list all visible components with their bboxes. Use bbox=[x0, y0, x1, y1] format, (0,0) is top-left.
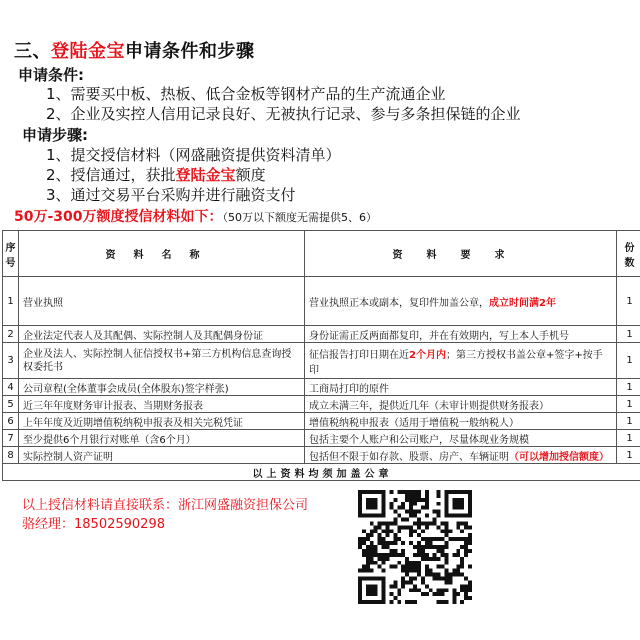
table-row: 4 公司章程(全体董事会成员(全体股东)签字样张) 工商局打印的原件 1 bbox=[3, 379, 640, 396]
header-name: 资料名称 bbox=[19, 231, 305, 277]
table-row: 8 实际控制人资产证明 包括但不限于如存款、股票、房产、车辆证明（可以增加授信额度） 1 bbox=[3, 447, 640, 464]
condition-item-2: 2、企业及实控人信用记录良好、无被执行记录、参与多条担保链的企业 bbox=[46, 105, 521, 123]
table-row: 3 企业及法人、实际控制人征信授权书+第三方机构信息查询授权委托书 征信报告打印日期在近2个月内；第三方授权书盖公章+签字+按手印 1 bbox=[3, 343, 640, 379]
table-row: 7 至少提供6个月银行对账单（含6个月） 包括主要个人账户和公司账户，尽量体现业务规模 1 bbox=[3, 430, 640, 447]
table-header-row bbox=[3, 231, 640, 277]
section-prefix: 三、 bbox=[14, 41, 51, 62]
materials-table bbox=[2, 230, 640, 481]
header-no: 序号 bbox=[3, 231, 19, 277]
condition-item-1: 1、需要买中板、热板、低合金板等钢材产品的生产流通企业 bbox=[46, 85, 446, 103]
steps-heading: 申请步骤: bbox=[22, 126, 88, 144]
quota-title: 50万-300万额度授信材料如下： bbox=[14, 209, 223, 225]
contact-block bbox=[22, 496, 308, 534]
conditions-heading: 申请条件: bbox=[18, 66, 84, 84]
step2-text: 2、授信通过，获批 bbox=[46, 166, 176, 184]
step-item-3: 3、通过交易平台采购并进行融资支付 bbox=[46, 186, 296, 204]
table-row: 5 近三年年度财务审计报表、当期财务报表 成立未满三年，提供近几年（未审计则提供财务报表） 1 bbox=[3, 396, 640, 413]
table-footer: 以上资料均须加盖公章 bbox=[3, 464, 640, 481]
step2-suffix: 额度 bbox=[235, 166, 266, 184]
step-item-2 bbox=[46, 164, 266, 185]
table-row: 6 上年年度及近期增值税纳税申报表及相关完税凭证 增值税纳税申报表（适用于增值税一般纳税人） 1 bbox=[3, 413, 640, 430]
header-qty: 份数 bbox=[617, 231, 640, 277]
table-row: 2 企业法定代表人及其配偶、实际控制人及其配偶身份证 身份证需正反两面都复印，并在有效期内，写上本人手机号 1 bbox=[3, 326, 640, 343]
header-req: 资料要求 bbox=[305, 231, 617, 277]
brand-name: 登陆金宝 bbox=[51, 41, 125, 62]
step2-brand: 登陆金宝 bbox=[175, 166, 236, 184]
contact-line-1: 以上授信材料请直接联系：浙江网盛融资担保公司 bbox=[22, 498, 309, 513]
section-suffix: 申请条件和步骤 bbox=[125, 41, 255, 62]
qr-code-image bbox=[358, 490, 472, 604]
quota-note: （50万以下额度无需提供5、6） bbox=[222, 211, 378, 224]
contact-line-2: 骆经理：18502590298 bbox=[22, 517, 165, 532]
quota-line bbox=[14, 206, 377, 226]
table-row: 1 营业执照 营业执照正本或副本，复印件加盖公章，成立时间满2年 1 bbox=[3, 277, 640, 326]
section-title bbox=[14, 37, 255, 63]
step-item-1: 1、提交授信材料（网盛融资提供资料清单） bbox=[46, 146, 341, 164]
table-footer-row bbox=[3, 464, 640, 481]
